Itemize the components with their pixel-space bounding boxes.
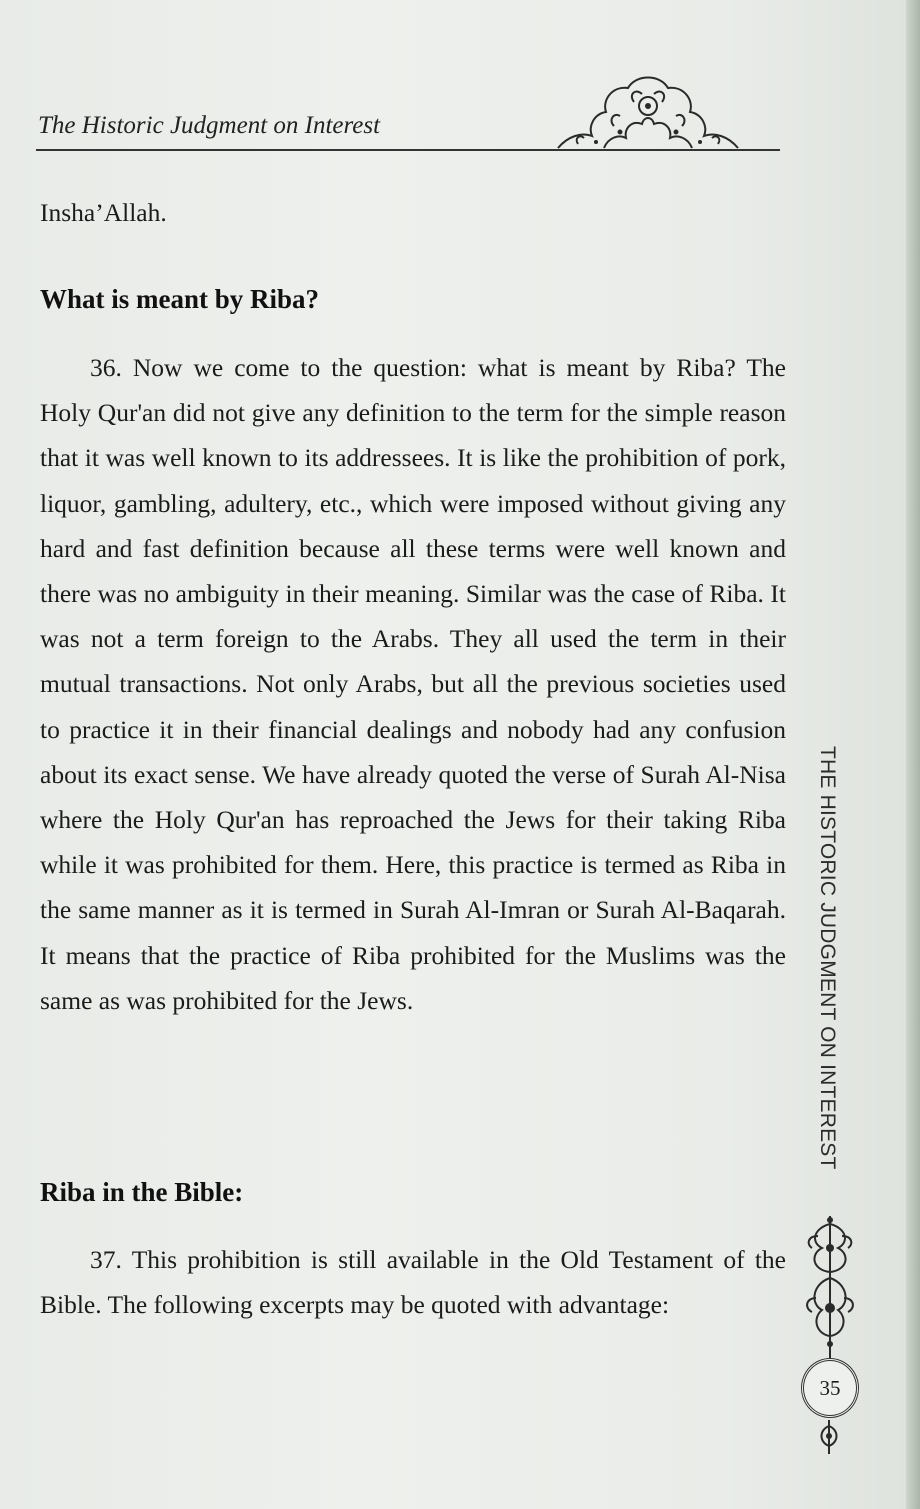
side-ornament-icon (800, 1214, 860, 1364)
page-number: 35 (819, 1375, 841, 1400)
paragraph-36-block (40, 345, 786, 1023)
lead-line: Insha’Allah. (40, 198, 167, 227)
header-ornament-icon (548, 66, 748, 150)
section-heading-riba-bible: Riba in the Bible: (40, 1177, 244, 1207)
lead-line-block (40, 190, 786, 235)
side-running-title (810, 746, 844, 1216)
paragraph-36: 36. Now we come to the question: what is meant by Riba? The Holy Qur'an did not give any definition to the term for the simple reason that it was well known to its addressees. It is like the prohibition of pork, liquor, gambling, adultery, etc., which were imposed without giving any hard and fast definition because all these terms were well known and there was no ambiguity in their meaning. Similar was the case of Riba. It was not a term foreign to the Arabs. They all used the term in their mutual transactions. Not only Arabs, but all the previous societies used to practice it in their financial dealings and nobody had any confusion about its exact sense. We have already quoted the verse of Surah Al-Nisa where the Holy Qur'an has reproached the Jews for their taking Riba while it was prohibited for them. Here, this practice is termed as Riba in the same manner as it is termed in Surah Al-Imran or Surah Al-Baqarah. It means that the practice of Riba prohibited for the Muslims was the same as was prohibited for the Jews. (40, 353, 786, 1015)
bottom-ornament-icon (814, 1420, 844, 1456)
page-edge (906, 0, 920, 1509)
paragraph-37: 37. This prohibition is still available in the Old Testament of the Bible. The following excerpts may be quoted with advantage: (40, 1245, 786, 1320)
header-rule (36, 149, 780, 151)
section-heading-riba-meaning: What is meant by Riba? (40, 284, 320, 314)
page-number-badge (801, 1358, 859, 1418)
paragraph-37-block (40, 1237, 786, 1327)
side-title-text: THE HISTORIC JUDGMENT ON INTEREST (816, 746, 839, 1170)
running-header-title: The Historic Judgment on Interest (38, 112, 381, 139)
